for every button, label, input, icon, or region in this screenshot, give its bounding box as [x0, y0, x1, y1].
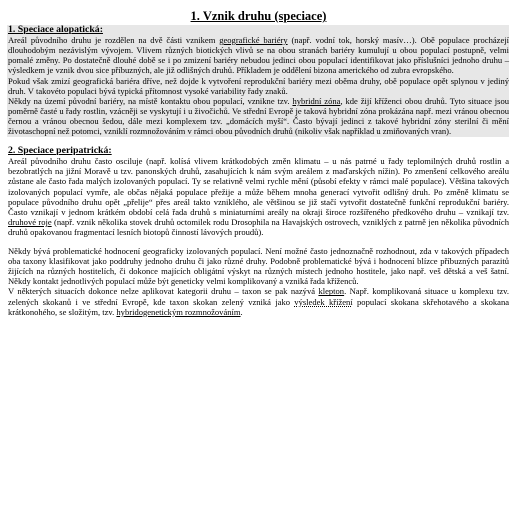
text: Areál původního druhu často osciluje (např. kolísá vlivem krátkodobých změn klimatu – u nás patrné u řady teplomilných druhů rostlin a bezobratlých na jižní Moravě u tzv. panonských druhů, zasahujících k nám svým areálem z maďarských nížin). Po zmenšení celkového areálu zůstane ale často řada malých izolovaných populací. Ty se relativně velmi rychle mění (působí efekty v rámci malé populace). Většina takových izolovaných populací vymře, ale občas nějaká populace přežije a může během mnoha generací vytvořit odlišný druh. Po změně klimatu se populace původního druhu opět „přelije“ přes areál takto vzniklého, ale většinou se již stačí vytvořit dostatečně funkční reprodukční bariéry. Často vznikají v jednom krátkém období celá řada druhů s miniaturními areály na okraji široce rozšířeného předkového druhu – vznikají tzv.	[8, 156, 509, 217]
paragraph	[8, 96, 509, 137]
section-allopatric	[7, 25, 509, 137]
text: (např. vznik několika stovek druhů octomilek rodu Drosophila na Havajských ostrovech, vzniklých z patrně jen několika původních druhů opakovanou fragmentací lesních biotopů činností lávových proudů).	[8, 217, 509, 238]
paragraph	[8, 35, 509, 76]
section-heading-allopatric: 1. Speciace alopatická:	[8, 24, 103, 35]
paragraph	[8, 286, 509, 316]
spacer	[8, 237, 509, 246]
text: (např. vodní tok, horský masív…). Obě populace procházejí dlouhodobým nezávislým vývojem. Vlivem různých biotických vlivů se na obou stranách bariéry kumulují u obou populací postupně, velmi pomalé změny. Po dostatečně dlouhé době se i po zmizení bariéry nebudou jedinci obou populací identifikovat jako příslušníci jednoho druhu – výsledkem je vznik dvou sice příbuzných, ale již odlišných druhů. Příkladem je oddělení bizona amerického od zubra evropského.	[8, 35, 509, 76]
term-species-swarms: druhové roje	[8, 217, 52, 227]
document-page	[0, 9, 517, 531]
term-hybrid-zone: hybridní zóna	[292, 95, 341, 106]
text: .	[240, 306, 243, 317]
section-peripatric	[8, 146, 509, 317]
text: , kde žijí kříženci obou druhů. Tyto situace jsou poměrně časté u řady rostlin, vzácněji se vyskytují i u živočichů. Ve střední Evropě je taková hybridní zóna prokázána např. mezi vránou obecnou černou a vránou obecnou šedou, dále mezi komplexem tzv. „domácích myší“. Často bývají jedinci z takové hybridní zóny sterilní či mění životaschopní než potomci, vzniklí rozmnožováním v rámci obou původních druhů (nikoliv však například u zmiňovaných vran).	[8, 95, 509, 137]
term-geographic-barrier: geografické bariéry	[219, 35, 288, 45]
text: . Např. komplikovaná situace u komplexu tzv. zelených skokanů i ve střední Evropě, kde taxon skokan zelený vzniká jako	[8, 286, 509, 307]
text: V některých situacích dokonce nelze aplikovat kategorii druhu – taxon se pak nazývá	[8, 286, 319, 297]
text: Někdy na území původní bariéry, na místě kontaktu obou populací, vznikne tzv.	[8, 95, 293, 106]
paragraph: Někdy bývá problematické hodnocení geograficky izolovaných populací. Není možné často jednoznačně rozhodnout, zda v takových případech oba taxony klasifikovat jako poddruhy jednoho druhu či jako různé druhy. Podobně problematické bývá i hodnocení blízce příbuzných parazitů žijících na různých hostitelích, či dokonce majících obligátní výskyt na různých místech jednoho hostitele, jako např. veš dětská a veš šatní. Někdy kontakt jednotlivých populací může být geneticky velmi komplikovaný a vzniká řada kříženců.	[8, 245, 509, 287]
section-heading-peripatric: 2. Speciace peripatrická:	[8, 145, 112, 157]
page-title: 1. Vznik druhu (speciace)	[190, 9, 327, 23]
text: populací skokana skřehotavého a skokana krátkonohého, se složitým, tzv.	[8, 296, 510, 317]
spellcheck-flagged-text: výsledek křížení	[294, 296, 353, 307]
paragraph: Pokud však zmizí geografická bariéra dříve, než dojde k vytvoření reprodukční bariéry mezi oběma druhy, obě populace opět splynou v jediný druh. V takovéto populaci bývá typická přítomnost vysoké variability řady znaků.	[8, 75, 509, 96]
term-klepton: klepton	[318, 286, 345, 297]
text: Areál původního druhu je rozdělen na dvě části vznikem	[8, 35, 220, 45]
term-hybridogenetic-reproduction: hybridogenetickým rozmnožováním	[116, 306, 241, 317]
paragraph	[8, 156, 509, 237]
